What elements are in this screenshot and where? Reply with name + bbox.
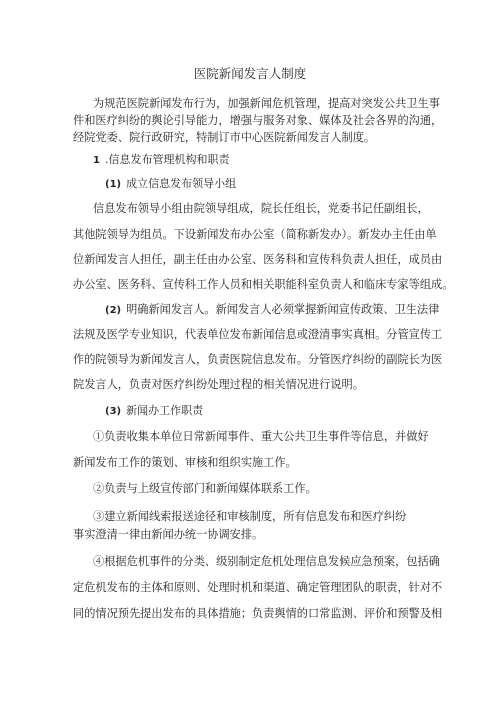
- document-title: 医院新闻发言人制度: [193, 66, 307, 81]
- subsection-2-first-text: 明确新闻发言人。新闻发言人必须掌握新闻宣传政策、卫生法律: [126, 303, 440, 316]
- subsection-1-line-4: 办公室、医务科、宣传科工作人员和相关职能科室负责人和临床专家等组成。: [73, 278, 454, 291]
- subsection-2-line-2: 法规及医学专业知识，代表单位发布新闻信息或澄清事实真相。分管宣传工: [73, 328, 443, 341]
- duty-item-3-line-1: ③建立新闻线索报送途径和审核制度，所有信息发布和医疗纠纷: [93, 510, 407, 523]
- subsection-2-line-3: 作的院领导为新闻发言人，负责医院信息发布。分管医疗纠纷的副院长为医: [73, 353, 443, 366]
- intro-line-2: 件和医疗纠纷的舆论引导能力，增强与服务对象、媒体及社会各界的沟通，: [73, 114, 443, 127]
- intro-line-1: 为规范医院新闻发布行为，加强新闻危机管理，提高对突发公共卫生事: [93, 97, 440, 110]
- subsection-1-title: 成立信息发布领导小组: [126, 177, 237, 190]
- subsection-3-number: (3): [105, 406, 122, 417]
- subsection-1-line-1: 信息发布领导小组由院领导组成，院长任组长，党委书记任副组长，: [93, 202, 429, 215]
- section-1-heading: [93, 153, 229, 168]
- section-1-number: 1: [93, 155, 100, 166]
- duty-item-1-line-2: 新闻发布工作的策划、审核和组织实施工作。: [73, 456, 297, 469]
- duty-item-4-line-1: ④根据危机事件的分类、级别制定危机处理信息发候应急预案，包括确: [93, 555, 440, 568]
- duty-item-4-line-2: 定危机发布的主体和原则、处理时机和渠道、确定管理团队的职责，针对不: [73, 581, 443, 594]
- duty-item-1-line-1: ①负责收集本单位日常新闻事件、重大公共卫生事件等信息，并做好: [93, 430, 429, 443]
- duty-item-4-line-3: 同的情况预先提出发布的具体措施；负责舆情的口常监测、评价和预警及相: [73, 607, 443, 620]
- subsection-1-line-2: 其他院领导为组员。下设新闻发布办公室（简称新发办）。新发办主任由单: [73, 228, 437, 241]
- subsection-2-first-line: [105, 303, 439, 318]
- subsection-2-line-4: 院发言人，负责对医疗纠纷处理过程的相关情况进行说明。: [73, 378, 364, 391]
- subsection-3-heading: [105, 404, 203, 419]
- intro-line-3: 经院党委、院行政研究，特制订市中心医院新闻发言人制度。: [73, 131, 376, 144]
- subsection-2-number: (2): [105, 305, 122, 316]
- subsection-1-heading: [105, 177, 236, 192]
- subsection-1-number: (1): [105, 179, 122, 190]
- section-1-title: .信息发布管理机构和职责: [104, 153, 230, 166]
- subsection-3-title: 新闻办工作职责: [126, 404, 204, 417]
- subsection-1-line-3: 位新闻发言人担任，副主任由办公室、医务科和宣传科负责人担任，成员由: [73, 253, 443, 266]
- duty-item-3-line-2: 事实澄清一律由新闻办统一协调安排。: [73, 528, 264, 541]
- duty-item-2: ②负责与上级宣传部门和新闻媒体联系工作。: [93, 482, 317, 495]
